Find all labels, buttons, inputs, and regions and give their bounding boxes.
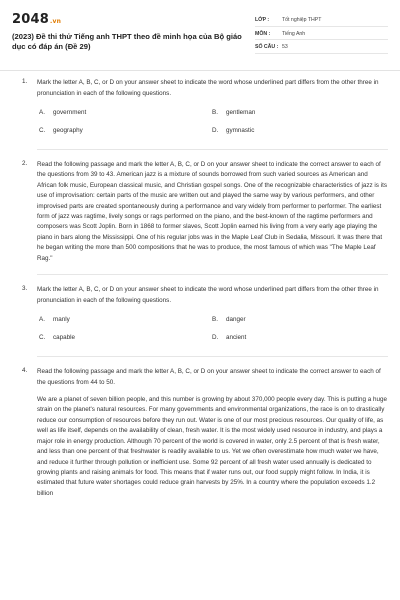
question-number: 3.: [22, 285, 28, 293]
option-a[interactable]: [39, 108, 212, 117]
question-4: [0, 367, 400, 499]
option-d[interactable]: [212, 126, 385, 135]
question-divider: [37, 274, 388, 275]
option-letter: B.: [212, 316, 218, 324]
question-list: [0, 78, 400, 499]
document-header: [12, 12, 388, 62]
option-letter: A.: [39, 109, 45, 116]
answer-options: [39, 315, 388, 342]
logo-suffix: .vn: [49, 18, 62, 25]
option-text: manly: [53, 316, 70, 324]
question-stem: Read the following passage and mark the letter A, B, C, or D on your answer sheet to indicate the correct answer to each of the questions from 44 to 50.: [37, 368, 381, 386]
question-1: [0, 78, 400, 150]
meta-row-class: [255, 15, 388, 27]
option-a[interactable]: [39, 315, 212, 324]
question-stem: Read the following passage and mark the letter A, B, C, or D on your answer sheet to indicate the correct answer to each of the questions from 39 to 43.: [37, 161, 381, 179]
option-letter: D.: [212, 127, 219, 134]
option-text: danger: [226, 316, 246, 324]
option-letter: D.: [212, 334, 219, 342]
reading-passage: [37, 160, 388, 264]
option-text: ancient: [226, 334, 247, 342]
option-text: geography: [53, 127, 83, 134]
passage-text: We are a planet of seven billion people, and this number is growing by about 370,000 people every day. This is putting a huge strain on the planet's natural resources. For many governments and environmental organizations, the race is on to drastically reduce our consumption of resources before they run out. Water is one of our most precious resources. Our quality of life, as well as life itself, depends on the availability of clean, fresh water. It is the most widely used resource in industry, and plays a major role in energy production. Although 70 percent of the world is covered in water, only 2.5 percent of that is fresh water, and less than one percent of that freshwater is readily available to us. Yet we often overestimate how much water we have, and reduce it further through pollution or inefficient use. Some 92 percent of all fresh water used annually is dedicated to growing plants and raising animals for food. This means that if water runs out, our food supply might follow. In India, it is estimated that future water shortages could reduce grain harvests by 25%. In a country where the population exceeds 1.2 billion: [37, 396, 388, 497]
option-letter: A.: [39, 316, 45, 324]
page-title: (2023) Đề thi thử Tiếng anh THPT theo đề minh họa của Bộ giáo dục có đáp án (Đề 29): [12, 32, 242, 51]
meta-label: MÔN :: [255, 30, 271, 37]
meta-row-count: [255, 42, 388, 54]
exam-meta-panel: [255, 15, 388, 56]
option-letter: C.: [39, 334, 46, 342]
meta-value: 53: [282, 44, 288, 51]
option-text: government: [53, 109, 87, 116]
meta-row-subject: [255, 29, 388, 41]
option-b[interactable]: [212, 315, 385, 324]
question-number: 1.: [22, 78, 28, 85]
header-divider: [0, 70, 400, 71]
question-stem: Mark the letter A, B, C, or D on your answer sheet to indicate the word whose underlined part differs from the other three in pronunciation in each of the following questions.: [37, 79, 379, 97]
option-b[interactable]: [212, 108, 385, 117]
option-text: gymnastic: [226, 127, 255, 134]
meta-label: SỐ CÂU :: [255, 44, 279, 51]
meta-value: Tiếng Anh: [282, 30, 306, 37]
meta-label: LỚP :: [255, 17, 270, 24]
question-3: [0, 285, 400, 357]
meta-value: Tốt nghiệp THPT: [282, 17, 322, 24]
passage-text: American jazz is a mixture of sounds borrowed from such varied sources as American and African folk music, European classical music, and Christian gospel songs. One of the recognizable characteristics of jazz is its use of improvisation: certain parts of the music are written out and played the same way by various performers, and other improvised parts are created spontaneously during a performance and vary widely from performer to performer. The earliest form of jazz was ragtime, lively songs or rags performed on the piano, and the best-known of the ragtime performers and composers was Scott Joplin. Born in 1868 to former slaves, Scott Joplin earned his living from a very early age playing the piano in bars along the Mississippi. One of his regular jobs was in the Maple Leaf Club in Sedalia, Missouri. It was there that he began writing the more than 500 compositions that he was to produce, the most famous of which was "The Maple Leaf Rag.": [37, 171, 387, 262]
answer-options: [39, 108, 388, 135]
question-divider: [37, 356, 388, 357]
option-text: capable: [53, 334, 76, 342]
option-c[interactable]: [39, 126, 212, 135]
site-logo[interactable]: [12, 12, 61, 27]
option-letter: B.: [212, 109, 218, 116]
option-letter: C.: [39, 127, 46, 134]
question-2: [0, 160, 400, 275]
question-number: 4.: [22, 367, 28, 375]
question-number: 2.: [22, 160, 28, 167]
option-c[interactable]: [39, 333, 212, 342]
logo-text: 2048: [12, 12, 49, 27]
question-stem: Mark the letter A, B, C, or D on your answer sheet to indicate the word whose underlined part differs from the other three in pronunciation in each of the following questions.: [37, 286, 379, 304]
option-d[interactable]: [212, 333, 385, 342]
question-divider: [37, 149, 388, 150]
option-text: gentleman: [226, 109, 256, 116]
